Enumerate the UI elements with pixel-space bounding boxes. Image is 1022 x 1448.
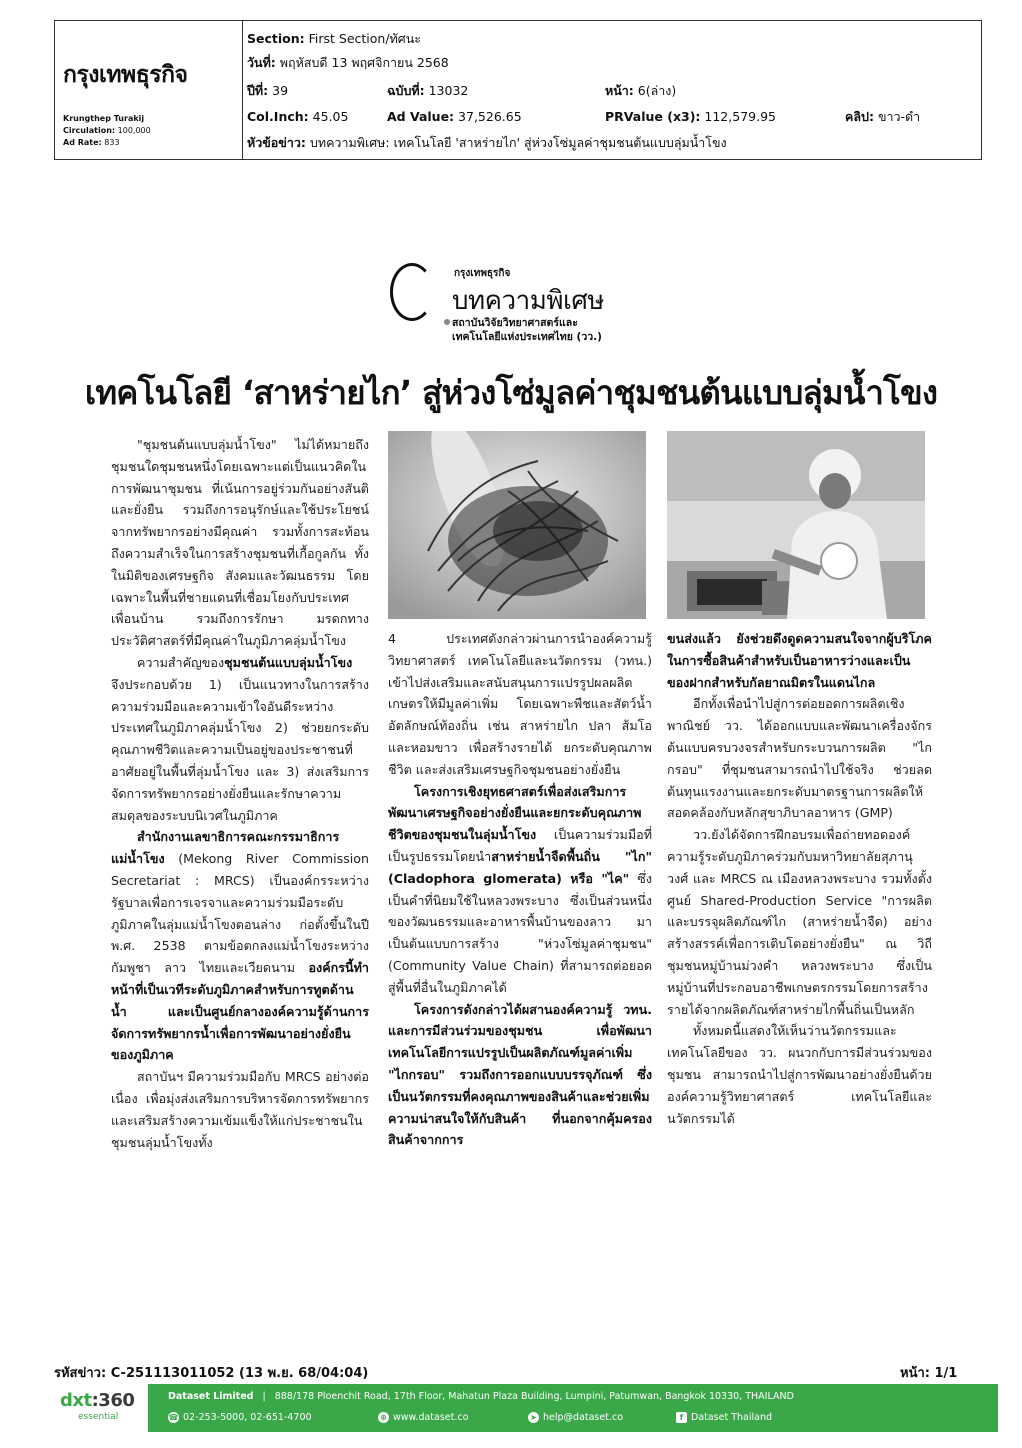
- dataset-logo: [60, 1390, 134, 1411]
- advalue-label: Ad Value:: [387, 109, 455, 124]
- clipping-header: [54, 20, 982, 160]
- paragraph: [111, 652, 369, 826]
- text-run: ซึ่งเป็นคำที่นิยมใช้ในหลวงพระบาง ซึ่งเป็นส่วนหนึ่งของวัฒนธรรมและอาหารพื้นบ้านของลาว มาเป็นต้นแบบการสร้าง "ห่วงโซ่มูลค่าชุมชน" (Community Value Chain) ที่สามารถต่อยอดสู่พื้นที่อื่นในภูมิภาคได้: [388, 870, 652, 995]
- worker-photo: [667, 431, 925, 619]
- text-run-bold: โครงการดังกล่าวได้ผสานองค์ความรู้ วทน. และการมีส่วนร่วมของชุมชน เพื่อพัฒนาเทคโนโลยีการแปรรูปเป็นผลิตภัณฑ์มูลค่าเพิ่ม "ไกกรอบ" รวมถึงการออกแบบบรรจุภัณฑ์ ซึ่งเป็นนวัตกรรมที่คงคุณภาพของสินค้าและช่วยเพิ่มความน่าสนใจให้กับสินค้า ที่นอกจากคุ้มครองสินค้าจากการ: [388, 1001, 652, 1148]
- text-run-bold: ชุมชนต้นแบบลุ่มน้ำโขง: [224, 654, 353, 670]
- website-link[interactable]: [378, 1412, 468, 1423]
- paragraph: [111, 826, 369, 1066]
- date-value: พฤหัสบดี 13 พฤศจิกายน 2568: [279, 55, 449, 70]
- issue-value: 13032: [428, 83, 469, 98]
- news-code-label: รหัสข่าว:: [54, 1366, 107, 1381]
- page-count-label: หน้า:: [900, 1366, 930, 1381]
- facebook-text: Dataset Thailand: [691, 1412, 773, 1423]
- page-value: 6(ล่าง): [637, 83, 677, 98]
- page-field: [605, 83, 676, 99]
- issue-field: [387, 83, 468, 99]
- text-run: ความสำคัญของ: [137, 654, 225, 670]
- logo-subtitle: essential: [78, 1412, 119, 1422]
- globe-icon: ⊕: [378, 1412, 389, 1423]
- publication-meta: [63, 113, 151, 149]
- article-headline: เทคโนโลยี ‘สาหร่ายไก’ สู่ห่วงโซ่มูลค่าชุมชนต้นแบบลุ่มน้ำโขง: [84, 373, 938, 412]
- circulation-value: 100,000: [117, 126, 151, 135]
- year-label: ปีที่:: [247, 83, 269, 98]
- paragraph: 4 ประเทศดังกล่าวผ่านการนำองค์ความรู้วิทยาศาสตร์ เทคโนโลยีและนวัตกรรม (วทน.) เข้าไปส่งเสริมและสนับสนุนการแปรรูปผลผลิตเกษตรให้มีมูลค่าเพิ่ม โดยเฉพาะพืชและสัตว์น้ำ อัตลักษณ์ท้องถิ่น เช่น สาหร่ายไก ปลา ส้มโอ และหอมขาว เพื่อสร้างรายได้ ยกระดับคุณภาพชีวิต และส่งเสริมเศรษฐกิจชุมชนอย่างยั่งยืน: [388, 631, 652, 777]
- paragraph: อีกทั้งเพื่อนำไปสู่การต่อยอดการผลิตเชิงพาณิชย์ วว. ได้ออกแบบและพัฒนาเครื่องจักรต้นแบบครบวงจรสำหรับกระบวนการผลิต "ไกกรอบ" ที่ชุมชนสามารถนำไปใช้จริง ช่วยลดต้นทุนแรงงานและยกระดับมาตรฐานการผลิตให้สอดคล้องกับหลักสุขาภิบาลอาหาร (GMP): [667, 696, 932, 821]
- paragraph: วว.ยังได้จัดการฝึกอบรมเพื่อถ่ายทอดองค์ความรู้ระดับภูมิภาคร่วมกับมหาวิทยาลัยสุภานุวงศ์ และ MRCS ณ เมืองหลวงพระบาง รวมทั้งตั้ง ศูนย์ Shared-Production Service "การผลิตและบรรจุผลิตภัณฑ์ไก (สาหร่ายน้ำจืด) อย่างสร้างสรรค์เพื่อการเติบโตอย่างยั่งยืน" ณ วิถีชุมชนหมู่บ้านม่วงคำ หลวงพระบาง ซึ่งเป็นหมู่บ้านที่ประกอบอาชีพเกษตรกรรมโดยการสร้างรายได้จากผลิตภัณฑ์สาหร่ายไกพื้นถิ่นเป็นหลัก: [667, 827, 932, 1017]
- paragraph: สถาบันฯ มีความร่วมมือกับ MRCS อย่างต่อเนื่อง เพื่อมุ่งส่งเสริมการบริหารจัดการทรัพยากรและเสริมสร้างความเข้มแข็งให้แก่ประชาชนในชุมชนลุ่มน้ำโขงทั้ง: [111, 1069, 369, 1150]
- news-code-date: (13 พ.ย. 68/04:04): [239, 1366, 369, 1381]
- colinch-field: [247, 109, 348, 125]
- advalue-field: [387, 109, 522, 125]
- paragraph: [388, 999, 652, 1152]
- phone-icon: ☎: [168, 1413, 179, 1422]
- algae-photo: [388, 431, 646, 619]
- publication-name: กรุงเทพธุรกิจ: [63, 62, 188, 88]
- worker-photo-illustration: [667, 431, 925, 619]
- circulation-label: Circulation:: [63, 126, 116, 135]
- news-code-value: C-251113011052: [110, 1366, 235, 1381]
- prvalue-label: PRValue (x3):: [605, 109, 701, 124]
- website-text: www.dataset.co: [393, 1412, 469, 1423]
- paragraph: [667, 628, 932, 693]
- clip-value: ขาว-ดำ: [877, 109, 921, 124]
- column-logo-icon: [390, 263, 434, 321]
- separator: |: [262, 1391, 266, 1402]
- page-count: [900, 1362, 957, 1383]
- page-label: หน้า:: [605, 83, 634, 98]
- clip-field: [845, 109, 920, 125]
- send-icon: ➤: [528, 1412, 539, 1423]
- text-run-bold: องค์กรนี้ทำหน้าที่เป็นเวทีระดับภูมิภาคสำหรับการทูตด้านน้ำ และเป็นศูนย์กลางองค์ความรู้ด้านการจัดการทรัพยากรน้ำเพื่อการพัฒนาอย่างยั่งยืนของภูมิภาค: [111, 960, 369, 1063]
- footer-address-row: [168, 1391, 794, 1402]
- article-column-3: [667, 628, 932, 1129]
- colinch-label: Col.Inch:: [247, 109, 309, 124]
- advalue-value: 37,526.65: [458, 109, 522, 124]
- text-run-bold: สำนักงานเลขาธิการคณะกรรมาธิการแม่น้ำโขง: [111, 829, 340, 867]
- phone-text: 02-253-5000, 02-651-4700: [183, 1412, 312, 1423]
- company-name: Dataset Limited: [168, 1391, 254, 1402]
- text-run-bold: โครงการเชิงยุทธศาสตร์เพื่อส่งเสริมการพัฒนาเศรษฐกิจอย่างยั่งยืนและยกระดับคุณภาพชีวิตของชุมชนในลุ่มน้ำโขง: [388, 783, 642, 843]
- section-label: Section:: [247, 31, 305, 46]
- kicker-author: [452, 316, 602, 344]
- topic-value: บทความพิเศษ: เทคโนโลยี 'สาหร่ายไก' สู่ห่วงโซ่มูลค่าชุมชนต้นแบบลุ่มน้ำโขง: [309, 135, 727, 150]
- article-column-2: [388, 628, 652, 1151]
- date-row: [247, 55, 449, 71]
- text-run-bold: ขนส่งแล้ว ยังช่วยดึงดูดความสนใจจากผู้บริโภคในการซื้อสินค้าสำหรับเป็นอาหารว่างและเป็นของฝากสำหรับกัลยาณมิตรในแดนไกล: [667, 631, 932, 690]
- facebook-link[interactable]: [676, 1412, 772, 1423]
- article-column-1: [111, 434, 369, 1153]
- footer-contact-phone: [168, 1412, 312, 1423]
- company-address: 888/178 Ploenchit Road, 17th Floor, Mahatun Plaza Building, Lumpini, Patumwan, Bangkok 10330, THAILAND: [274, 1391, 794, 1402]
- text-run: เป็นความร่วมมือที่เป็นรูปธรรมโดยนำ: [388, 827, 652, 864]
- logo-text-b: :360: [91, 1390, 135, 1411]
- footer-bar: [148, 1384, 998, 1432]
- text-run: (Mekong River Commission Secretariat : MRCS) เป็นองค์กรระหว่างรัฐบาลเพื่อการเจรจาและความร่วมมือระดับภูมิภาคในลุ่มแม่น้ำโขงตอนล่าง ก่อตั้งขึ้นในปี พ.ศ. 2538 ตามข้อตกลงแม่น้ำโขงระหว่างกัมพูชา ลาว ไทยและเวียดนาม: [111, 851, 369, 976]
- ad-rate-value: 833: [104, 138, 120, 147]
- topic-label: หัวข้อข่าว:: [247, 135, 306, 150]
- clip-label: คลิป:: [845, 109, 874, 124]
- algae-photo-illustration: [388, 431, 646, 619]
- kicker-title: บทความพิเศษ: [452, 286, 605, 316]
- section-value: First Section/ทัศนะ: [308, 31, 421, 46]
- kicker-author-line1: สถาบันวิจัยวิทยาศาสตร์และ: [452, 317, 578, 329]
- kicker-brand: กรุงเทพธุรกิจ: [454, 268, 511, 279]
- ad-rate-label: Ad Rate:: [63, 138, 102, 147]
- date-label: วันที่:: [247, 55, 276, 70]
- kicker-author-line2: เทคโนโลยีแห่งประเทศไทย (วว.): [452, 331, 602, 343]
- paragraph: [388, 781, 652, 999]
- prvalue-value: 112,579.95: [704, 109, 776, 124]
- text-run-bold: สาหร่ายน้ำจืดพื้นถิ่น "ไก" (Cladophora glomerata) หรือ "ไค": [388, 848, 652, 886]
- year-value: 39: [272, 83, 289, 98]
- facebook-icon: f: [676, 1412, 687, 1423]
- paragraph: "ชุมชนต้นแบบลุ่มน้ำโขง" ไม่ได้หมายถึงชุมชนใดชุมชนหนึ่งโดยเฉพาะแต่เป็นแนวคิดในการพัฒนาชุมชน ที่เน้นการอยู่ร่วมกันอย่างสันติและยั่งยืน รวมถึงการอนุรักษ์และใช้ประโยชน์จากทรัพยากรอย่างมีคุณค่า รวมทั้งการสะท้อนถึงความสำเร็จในการสร้างชุมชนที่เกื้อกูลกัน ทั้งในมิติของเศรษฐกิจ สังคมและวัฒนธรรม โดยเฉพาะในพื้นที่ชายแดนที่เชื่อมโยงกับประเทศเพื่อนบ้าน รวมถึงการรักษา มรดกทางประวัติศาสตร์ที่มีคุณค่าในภูมิภาคลุ่มน้ำโขง: [111, 437, 369, 649]
- topic-row: [247, 135, 727, 151]
- email-link[interactable]: [528, 1412, 623, 1423]
- text-run: จึงประกอบด้วย 1) เป็นแนวทางในการสร้างความร่วมมือและความเข้าใจอันดีระหว่างประเทศในภูมิภาคลุ่มน้ำโขง 2) ช่วยยกระดับคุณภาพชีวิตและความเป็นอยู่ของประชาชนที่อาศัยอยู่ในพื้นที่ลุ่มน้ำโขง และ 3) ส่งเสริมการจัดการทรัพยากรอย่างยั่งยืนและรักษาความสมดุลของระบบนิเวศในภูมิภาค: [111, 676, 369, 823]
- prvalue-field: [605, 109, 776, 125]
- issue-label: ฉบับที่:: [387, 83, 425, 98]
- bullet-icon: [444, 319, 450, 325]
- publication-block: [55, 21, 243, 159]
- news-code: [54, 1362, 368, 1383]
- paragraph: ทั้งหมดนี้แสดงให้เห็นว่านวัตกรรมและเทคโนโลยีของ วว. ผนวกกับการมีส่วนร่วมของชุมชน สามารถนำไปสู่การพัฒนาอย่างยั่งยืนด้วยองค์ความรู้วิทยาศาสตร์ เทคโนโลยีและนวัตกรรมได้: [667, 1023, 932, 1126]
- publication-name-en: Krungthep Turakij: [63, 114, 145, 123]
- year-field: [247, 83, 288, 99]
- page-count-value: 1/1: [934, 1366, 958, 1381]
- logo-text-a: dxt: [60, 1390, 92, 1411]
- section-row: [247, 31, 421, 47]
- colinch-value: 45.05: [312, 109, 349, 124]
- email-text: help@dataset.co: [543, 1412, 624, 1423]
